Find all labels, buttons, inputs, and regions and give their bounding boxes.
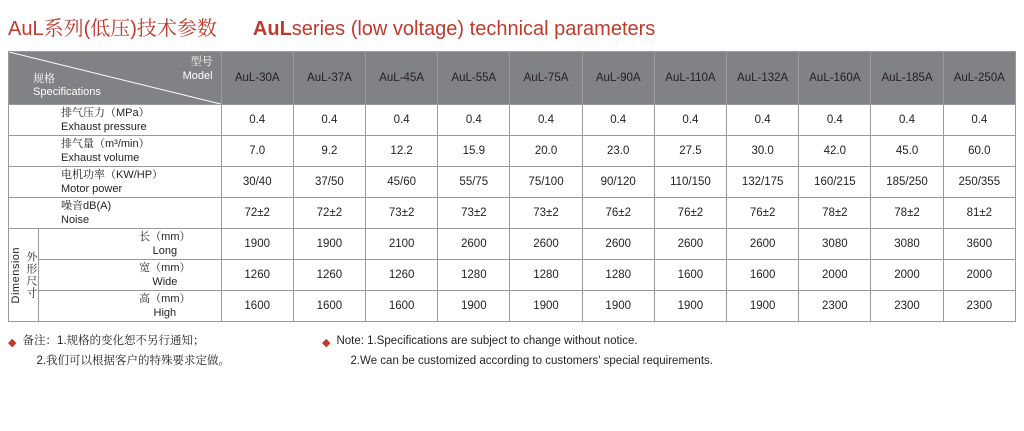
row-label-wide	[39, 260, 222, 291]
title-chinese: AuL系列(低压)技术参数	[8, 18, 217, 40]
sub-label-cn: 高（mm）	[139, 292, 191, 305]
footnote-line: 备注：1.规格的变化恕不另行通知；	[22, 335, 205, 347]
cell-value: 45/60	[366, 167, 438, 198]
cell-value: 9.2	[293, 136, 365, 167]
cell-value: 110/150	[654, 167, 726, 198]
cell-value: 160/215	[799, 167, 871, 198]
table-header-row	[9, 52, 1016, 105]
table-row	[9, 198, 1016, 229]
cell-value: 1900	[221, 229, 293, 260]
header-spec-en: Specifications	[33, 86, 101, 99]
cell-value: 20.0	[510, 136, 582, 167]
table-row	[9, 229, 1016, 260]
row-label-high	[39, 291, 222, 322]
cell-value: 2000	[871, 260, 943, 291]
sub-label-en: Long	[152, 245, 178, 257]
table-header	[9, 52, 1016, 105]
table-body	[9, 105, 1016, 322]
cell-value: 23.0	[582, 136, 654, 167]
cell-value: 12.2	[366, 136, 438, 167]
footnotes	[0, 332, 1024, 371]
cell-value: 76±2	[582, 198, 654, 229]
model-column-header: AuL-160A	[799, 52, 871, 105]
footnote-chinese-lines	[22, 332, 230, 371]
cell-value: 1600	[727, 260, 799, 291]
title-brand: AuL	[252, 18, 292, 40]
cell-value: 37/50	[293, 167, 365, 198]
model-column-header: AuL-75A	[510, 52, 582, 105]
cell-value: 76±2	[654, 198, 726, 229]
cell-value: 30.0	[727, 136, 799, 167]
cell-value: 2600	[510, 229, 582, 260]
cell-value: 15.9	[438, 136, 510, 167]
row-label-en: Noise	[61, 214, 90, 226]
cell-value: 60.0	[943, 136, 1015, 167]
model-column-header: AuL-37A	[293, 52, 365, 105]
table-row	[9, 105, 1016, 136]
model-column-header: AuL-45A	[366, 52, 438, 105]
header-spec-label	[33, 73, 101, 101]
cell-value: 2600	[727, 229, 799, 260]
cell-value: 1280	[438, 260, 510, 291]
row-label-en: Motor power	[61, 183, 123, 195]
cell-value: 1900	[727, 291, 799, 322]
cell-value: 3600	[943, 229, 1015, 260]
cell-value: 1260	[221, 260, 293, 291]
cell-value: 72±2	[221, 198, 293, 229]
cell-value: 72±2	[293, 198, 365, 229]
cell-value: 45.0	[871, 136, 943, 167]
cell-value: 3080	[799, 229, 871, 260]
row-label-cn: 排气压力（MPa）	[61, 106, 150, 119]
model-column-header: AuL-90A	[582, 52, 654, 105]
cell-value: 76±2	[727, 198, 799, 229]
cell-value: 1900	[293, 229, 365, 260]
footnote-line: Note: 1.Specifications are subject to change without notice.	[336, 335, 638, 347]
header-spec-cn: 规格	[33, 72, 55, 85]
row-label-en: Exhaust pressure	[61, 121, 147, 133]
cell-value: 1260	[293, 260, 365, 291]
row-label-motor-power	[9, 167, 222, 198]
cell-value: 27.5	[654, 136, 726, 167]
cell-value: 2300	[943, 291, 1015, 322]
cell-value: 1600	[654, 260, 726, 291]
cell-value: 2000	[943, 260, 1015, 291]
cell-value: 2100	[366, 229, 438, 260]
row-label-noise	[9, 198, 222, 229]
cell-value: 0.4	[221, 105, 293, 136]
cell-value: 0.4	[727, 105, 799, 136]
sub-label-en: High	[153, 307, 177, 319]
cell-value: 2600	[654, 229, 726, 260]
cell-value: 1900	[654, 291, 726, 322]
cell-value: 0.4	[871, 105, 943, 136]
cell-value: 1600	[221, 291, 293, 322]
page-title	[0, 0, 1024, 51]
cell-value: 2300	[799, 291, 871, 322]
row-label-exhaust-pressure	[9, 105, 222, 136]
sub-label-cn: 长（mm）	[139, 230, 191, 243]
header-model-label	[183, 56, 213, 84]
cell-value: 30/40	[221, 167, 293, 198]
cell-value: 73±2	[366, 198, 438, 229]
header-model-en: Model	[182, 69, 213, 82]
footnote-line: 2.We can be customized according to customers' special requirements.	[350, 354, 713, 367]
model-column-header: AuL-185A	[871, 52, 943, 105]
cell-value: 2600	[582, 229, 654, 260]
dimension-label-stack	[9, 247, 38, 303]
specifications-table	[8, 51, 1016, 322]
model-column-header: AuL-110A	[654, 52, 726, 105]
row-label-en: Exhaust volume	[61, 152, 140, 164]
cell-value: 3080	[871, 229, 943, 260]
row-label-dimension	[9, 229, 39, 322]
cell-value: 78±2	[871, 198, 943, 229]
header-corner-cell	[9, 52, 222, 105]
cell-value: 7.0	[221, 136, 293, 167]
cell-value: 2000	[799, 260, 871, 291]
cell-value: 0.4	[510, 105, 582, 136]
cell-value: 0.4	[943, 105, 1015, 136]
cell-value: 1900	[582, 291, 654, 322]
model-column-header: AuL-132A	[727, 52, 799, 105]
cell-value: 185/250	[871, 167, 943, 198]
model-column-header: AuL-55A	[438, 52, 510, 105]
cell-value: 90/120	[582, 167, 654, 198]
cell-value: 0.4	[293, 105, 365, 136]
cell-value: 2300	[871, 291, 943, 322]
table-row	[9, 136, 1016, 167]
cell-value: 42.0	[799, 136, 871, 167]
cell-value: 1600	[293, 291, 365, 322]
dimension-label-cn: 外形尺寸	[24, 251, 37, 299]
cell-value: 0.4	[799, 105, 871, 136]
table-row	[9, 167, 1016, 198]
cell-value: 0.4	[582, 105, 654, 136]
cell-value: 1900	[438, 291, 510, 322]
cell-value: 73±2	[438, 198, 510, 229]
cell-value: 132/175	[727, 167, 799, 198]
cell-value: 1600	[366, 291, 438, 322]
cell-value: 0.4	[654, 105, 726, 136]
row-label-cn: 电机功率（KW/HP）	[61, 168, 164, 181]
title-english	[253, 18, 655, 41]
model-column-header: AuL-30A	[221, 52, 293, 105]
footnote-line: 2.我们可以根据客户的特殊要求定做。	[36, 354, 231, 367]
bullet-icon: ◆	[8, 337, 17, 349]
footnote-english-lines	[336, 332, 713, 371]
cell-value: 81±2	[943, 198, 1015, 229]
cell-value: 1260	[366, 260, 438, 291]
cell-value: 75/100	[510, 167, 582, 198]
cell-value: 1280	[582, 260, 654, 291]
cell-value: 78±2	[799, 198, 871, 229]
sub-label-en: Wide	[152, 276, 178, 288]
row-label-cn: 噪音dB(A)	[61, 199, 112, 212]
table-row	[9, 260, 1016, 291]
cell-value: 250/355	[943, 167, 1015, 198]
cell-value: 1900	[510, 291, 582, 322]
footnote-english	[322, 332, 962, 371]
header-model-cn: 型号	[190, 56, 213, 68]
footnote-chinese	[8, 332, 308, 371]
title-english-rest: series (low voltage) technical parameters	[291, 18, 656, 40]
cell-value: 0.4	[438, 105, 510, 136]
cell-value: 55/75	[438, 167, 510, 198]
sub-label-cn: 宽（mm）	[139, 261, 191, 274]
cell-value: 73±2	[510, 198, 582, 229]
row-label-cn: 排气量（m³/min）	[61, 137, 150, 150]
cell-value: 2600	[438, 229, 510, 260]
row-label-long	[39, 229, 222, 260]
cell-value: 0.4	[366, 105, 438, 136]
row-label-exhaust-volume	[9, 136, 222, 167]
table-row	[9, 291, 1016, 322]
bullet-icon: ◆	[322, 337, 331, 349]
dimension-label-en: Dimension	[10, 246, 23, 304]
model-column-header: AuL-250A	[943, 52, 1015, 105]
cell-value: 1280	[510, 260, 582, 291]
